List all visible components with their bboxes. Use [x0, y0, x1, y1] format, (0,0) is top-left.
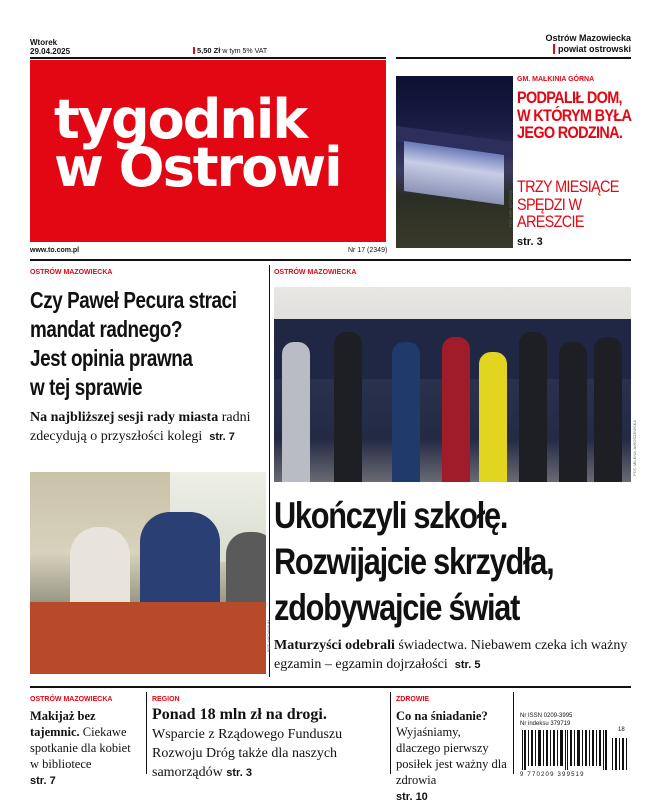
website-url[interactable]: www.to.com.pl [30, 247, 80, 254]
pecura-lead-text: radni zdecydują o przyszłości kolegi [30, 410, 251, 444]
pecura-headline-line: Czy Paweł Pecura straci [30, 287, 237, 313]
student-shape [392, 342, 420, 482]
issue-number: Nr 17 (2349) [348, 247, 388, 254]
breakfast-title: Co na śniadanie? [396, 709, 488, 723]
pecura-headline-line: Jest opinia prawna [30, 345, 193, 371]
pecura-lead-bold: Na najbliższej sesji rady miasta [30, 410, 219, 425]
price-note: w tym 5% VAT [222, 48, 268, 55]
barcode-number: 9 770209 399519 [520, 772, 585, 778]
student-shape [334, 332, 362, 482]
graduation-headline-line: Ukończyli szkołę. [274, 495, 508, 536]
pecura-page-ref[interactable]: str. 7 [209, 431, 235, 443]
breakfast-text: Wyjaśniamy, dlaczego pierwszy posiłek jest ważny dla zdrowia [396, 725, 507, 787]
pecura-kicker: OSTRÓW MAZOWIECKA [30, 269, 113, 276]
graduation-photo-credit: FOT. MILENA JAROSZEWSKA [632, 420, 637, 476]
fire-page-ref[interactable]: str. 3 [517, 236, 543, 248]
graduation-page-ref[interactable]: str. 5 [454, 659, 481, 671]
student-shape [442, 337, 470, 482]
graduation-photo[interactable] [274, 287, 631, 482]
issn-block [520, 712, 572, 728]
breakfast-teaser[interactable] [396, 708, 508, 800]
region-city: Ostrów Mazowiecka [545, 33, 631, 43]
bottom-rule [30, 686, 631, 688]
fire-headline[interactable]: PODPALIŁ DOM, W KTÓRYM BYŁA JEGO RODZINA. [517, 88, 631, 142]
top-rule-right [396, 57, 631, 59]
index-number: Nr indeksu 379719 [520, 721, 571, 727]
masthead-line2: w Ostrowi [54, 136, 341, 199]
roads-page-ref[interactable]: str. 3 [226, 767, 252, 779]
price-value: 5,50 Zł [197, 46, 221, 55]
masthead-line1: tygodnik [54, 88, 307, 151]
student-shape [479, 352, 507, 482]
makeup-teaser[interactable] [30, 708, 142, 789]
roads-teaser [152, 725, 387, 783]
issn-number: Nr ISSN 0209-3995 [520, 713, 573, 719]
makeup-text: Ciekawe spotkanie dla kobiet w bibliotece [30, 725, 131, 771]
bottom-divider [390, 692, 391, 774]
price-marker [193, 47, 195, 54]
roads-title[interactable]: Ponad 18 mln zł na drogi. [152, 706, 327, 723]
issue-day: Wtorek [30, 38, 58, 47]
fire-photo-credit: FOT. KPP OSTRÓW [508, 190, 513, 227]
student-shape [594, 337, 622, 482]
table-shape [30, 602, 266, 674]
bottom-divider [146, 692, 147, 774]
masthead-title [54, 88, 341, 199]
graduation-kicker: OSTRÓW MAZOWIECKA [274, 269, 357, 276]
graduation-headline[interactable] [274, 493, 553, 631]
barcode-addon: 18 [618, 727, 625, 733]
breakfast-page-ref[interactable]: str. 10 [396, 791, 428, 800]
section-rule [30, 259, 631, 261]
region-label [545, 33, 631, 55]
fire-kicker: GM. MAŁKINIA GÓRNA [517, 76, 595, 83]
issue-date [30, 38, 70, 56]
graduation-lead-text: świadectwa. Niebawem czeka ich ważny egzamin – egzamin dojrzałości [274, 638, 628, 672]
top-rule [30, 57, 386, 59]
pecura-lead [30, 408, 266, 447]
barcode-icon [520, 730, 630, 772]
graduation-lead [274, 636, 634, 675]
makeup-page-ref[interactable]: str. 7 [30, 775, 56, 787]
price [193, 46, 267, 55]
region-county: powiat ostrowski [553, 44, 631, 54]
makeup-title: Makijaż bez tajemnic. [30, 709, 96, 739]
graduation-lead-bold: Maturzyści odebrali [274, 638, 395, 653]
fire-subhead: TRZY MIESIĄCE SPĘDZI W ARESZCIE [517, 177, 619, 231]
council-meeting-photo[interactable] [30, 472, 266, 674]
roads-kicker: REGION [152, 696, 180, 703]
student-shape [282, 342, 310, 482]
graduation-headline-line: Rozwijajcie skrzydła, [274, 541, 554, 582]
roads-text: Wsparcie z Rządowego Funduszu Rozwoju Dróg także dla naszych samorządów [152, 727, 343, 780]
fire-photo[interactable] [396, 76, 513, 248]
meeting-photo-credit: FOT. ARCHIWUM [266, 620, 271, 652]
pecura-headline[interactable] [30, 286, 237, 402]
makeup-kicker: OSTRÓW MAZOWIECKA [30, 696, 113, 703]
breakfast-kicker: ZDROWIE [396, 696, 430, 703]
pecura-headline-line: w tej sprawie [30, 374, 143, 400]
issue-date-value: 29.04.2025 [30, 47, 71, 56]
pecura-headline-line: mandat radnego? [30, 316, 183, 342]
bottom-divider [513, 692, 514, 774]
person-shape [140, 512, 220, 612]
graduation-headline-line: zdobywajcie świat [274, 587, 520, 628]
student-shape [519, 332, 547, 482]
student-shape [559, 342, 587, 482]
column-divider [269, 265, 270, 677]
person-shape [70, 527, 130, 607]
